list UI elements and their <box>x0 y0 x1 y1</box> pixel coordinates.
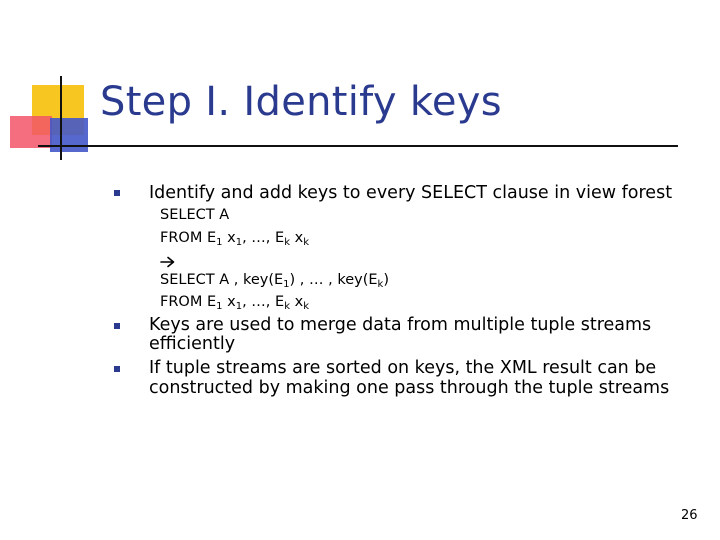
bullet-square-icon <box>114 323 120 329</box>
code-line-from: FROM $E_1$ $x_1$, …, $E_k$ $x_k$ <box>160 230 309 248</box>
bullet-2-line-1: Keys are used to merge data from multiple tuple streams <box>149 315 652 335</box>
page-number: 26 <box>681 508 698 523</box>
decor-red-square <box>10 116 52 148</box>
bullet-2-line-2: efficiently <box>149 334 236 354</box>
bullet-square-icon <box>114 190 120 196</box>
slide-title: Step I. Identify keys <box>100 79 502 125</box>
code-line-select-keys: SELECT A , $key(E_1)$ , … , $key(E_k)$ <box>160 272 390 290</box>
bullet-3-line-2: constructed by making one pass through the tuple streams <box>149 378 670 398</box>
code-line-select: SELECT A <box>160 207 230 223</box>
arrow-right-icon <box>160 256 176 268</box>
bullet-3-line-1: If tuple streams are sorted on keys, the XML result can be <box>149 358 657 378</box>
bullet-square-icon <box>114 366 120 372</box>
code-line-from-2: FROM $E_1$ $x_1$, …, $E_k$ $x_k$ <box>160 294 309 312</box>
decor-horizontal-line <box>38 145 678 147</box>
decor-vertical-line <box>60 76 62 160</box>
bullet-1-text: Identify and add keys to every SELECT clause in view forest <box>149 183 673 203</box>
